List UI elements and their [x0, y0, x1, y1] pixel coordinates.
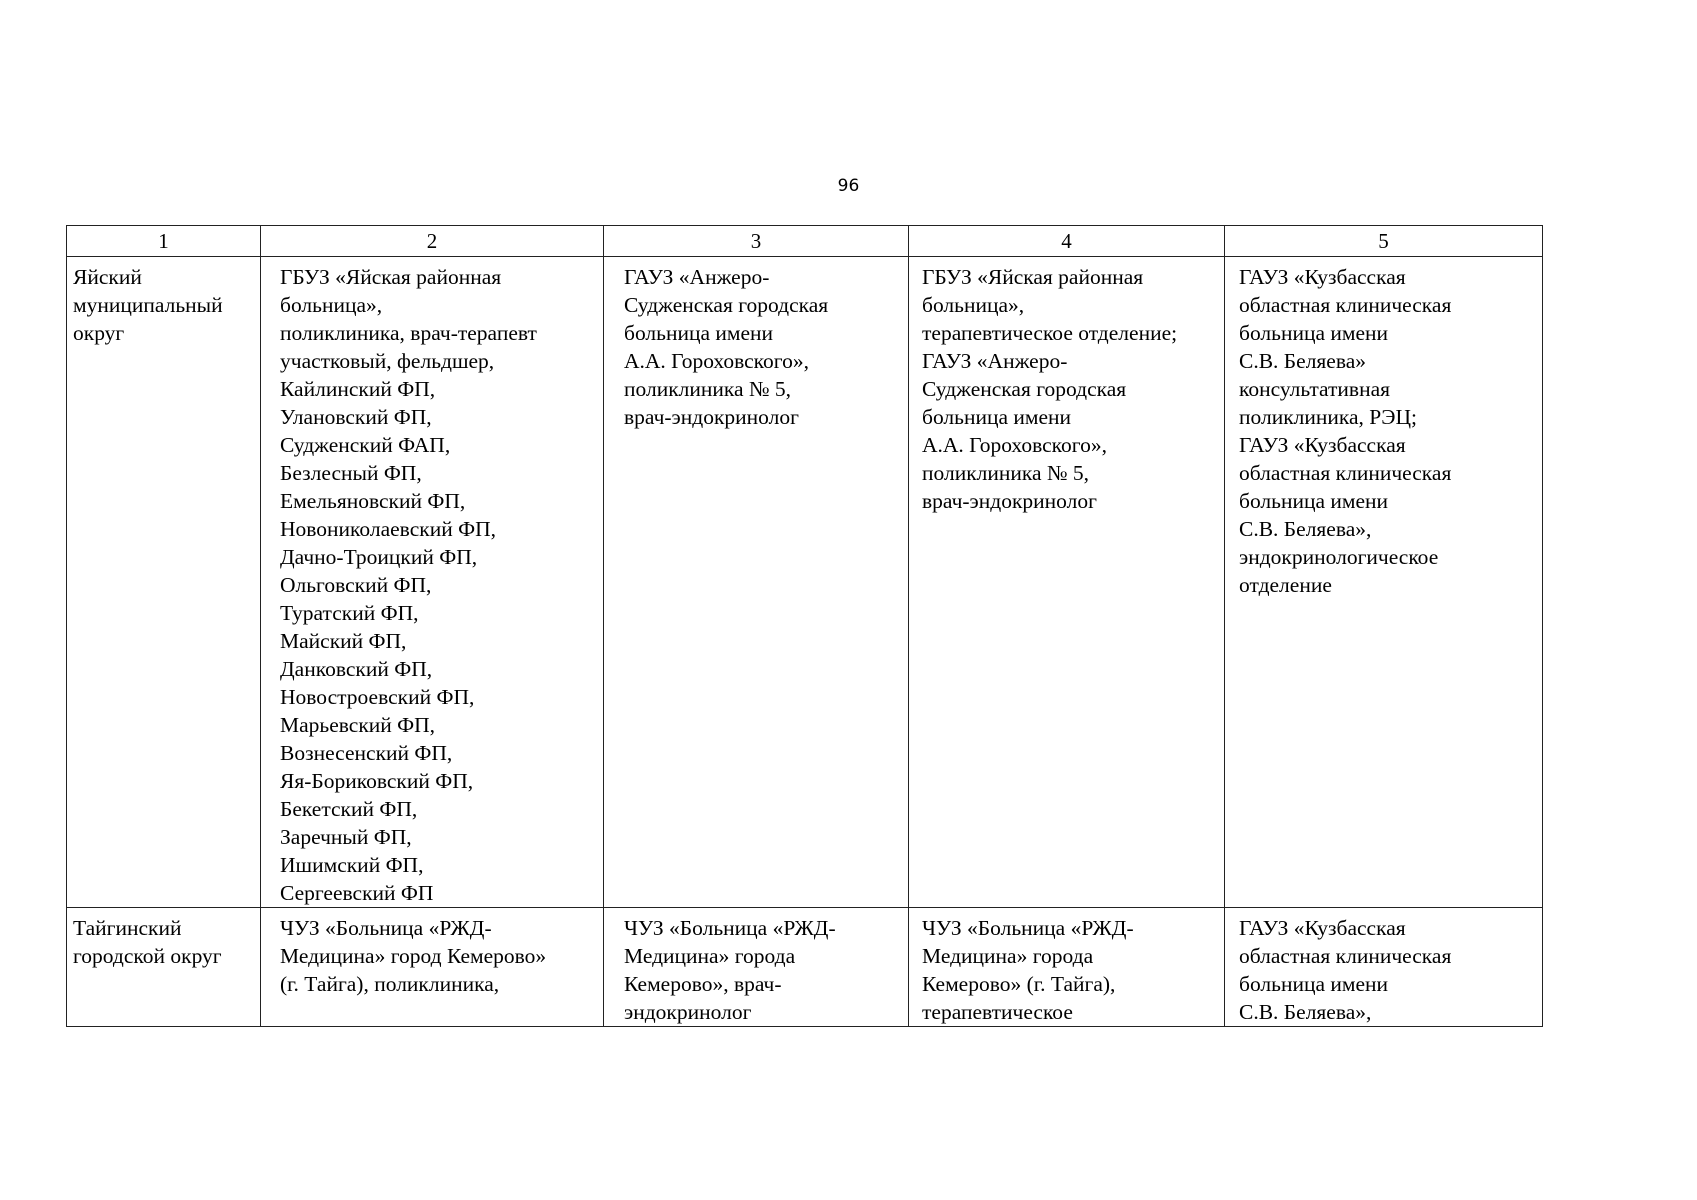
column-header-2: 2 [261, 226, 604, 257]
column-header-4: 4 [909, 226, 1225, 257]
specialist-cell: ГАУЗ «Анжеро- Судженская городская больница имени А.А. Гороховского», поликлиника № 5, врач-эндокринолог [604, 257, 909, 908]
specialist-cell: ЧУЗ «Больница «РЖД- Медицина» города Кемерово», врач- эндокринолог [604, 908, 909, 1027]
column-header-1: 1 [67, 226, 261, 257]
column-header-5: 5 [1225, 226, 1543, 257]
primary-care-cell: ГБУЗ «Яйская районная больница», поликлиника, врач-терапевт участковый, фельдшер, Кайлинский ФП, Улановский ФП, Судженский ФАП, Безлесный ФП, Емельяновский ФП, Новониколаевский ФП, Дачно-Троицкий ФП, Ольговский ФП, Туратский ФП, Майский ФП, Данковский ФП, Новостроевский ФП, Марьевский ФП, Вознесенский ФП, Яя-Бориковский ФП, Бекетский ФП, Заречный ФП, Ишимский ФП, Сергеевский ФП [261, 257, 604, 908]
hospital-cell: ГБУЗ «Яйская районная больница», терапевтическое отделение; ГАУЗ «Анжеро- Судженская городская больница имени А.А. Гороховского», поликлиника № 5, врач-эндокринолог [909, 257, 1225, 908]
district-cell: Тайгинский городской округ [67, 908, 261, 1027]
column-header-3: 3 [604, 226, 909, 257]
table-header-row [67, 226, 1543, 257]
table-row [67, 908, 1543, 1027]
page-number: 96 [837, 176, 860, 196]
regional-center-cell: ГАУЗ «Кузбасская областная клиническая больница имени С.В. Беляева», [1225, 908, 1543, 1027]
document-table [66, 225, 1543, 1027]
district-cell: Яйский муниципальный округ [67, 257, 261, 908]
regional-center-cell: ГАУЗ «Кузбасская областная клиническая больница имени С.В. Беляева» консультативная поликлиника, РЭЦ; ГАУЗ «Кузбасская областная клиническая больница имени С.В. Беляева», эндокринологическое отделение [1225, 257, 1543, 908]
primary-care-cell: ЧУЗ «Больница «РЖД- Медицина» город Кемерово» (г. Тайга), поликлиника, [261, 908, 604, 1027]
hospital-cell: ЧУЗ «Больница «РЖД- Медицина» города Кемерово» (г. Тайга), терапевтическое [909, 908, 1225, 1027]
table-row [67, 257, 1543, 908]
